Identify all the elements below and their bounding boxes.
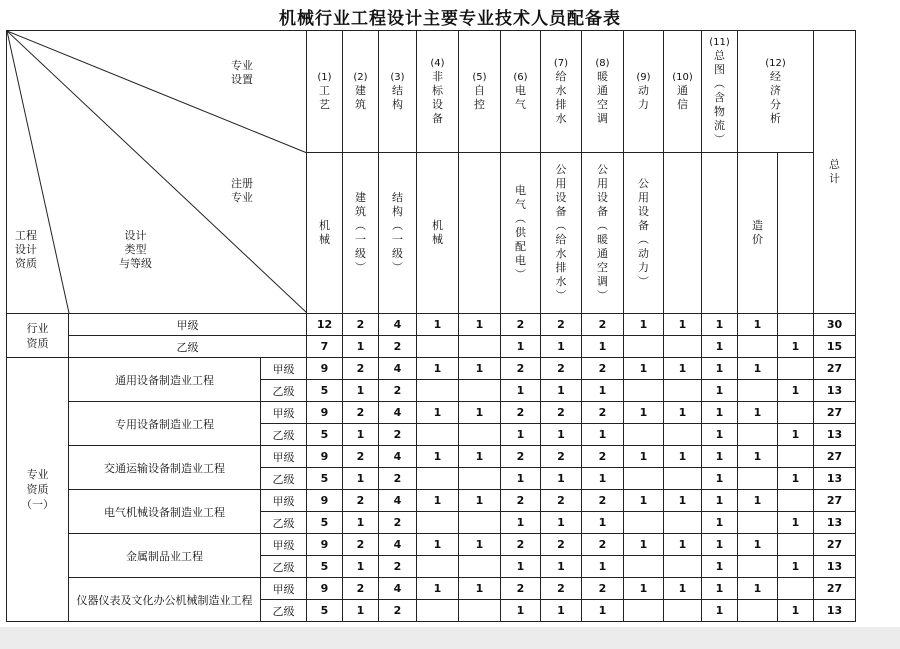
table-cell: 1 [459,402,501,424]
registered-name: 机 械 [432,219,443,247]
table-cell: 2 [582,578,624,600]
column-number: (10) [672,71,693,83]
project-type: 通用设备制造业工程 [69,358,261,402]
table-cell: 1 [343,424,379,446]
grade-label: 乙级 [261,556,307,578]
table-cell [459,556,501,578]
table-cell: 2 [379,380,417,402]
table-cell: 4 [379,534,417,556]
table-cell: 1 [343,468,379,490]
grade-label: 甲级 [69,314,307,336]
industry-qualification-label: 行业 资质 [7,314,69,358]
column-number: (11) [709,36,730,48]
total-cell: 27 [814,358,856,380]
table-cell: 2 [343,578,379,600]
table-cell [664,380,702,402]
column-specialty-name: 自 控 [474,83,485,111]
table-cell: 4 [379,402,417,424]
table-cell [459,424,501,446]
total-cell: 27 [814,534,856,556]
table-row [7,336,856,358]
table-cell: 1 [702,424,738,446]
column-head-2 [343,31,379,153]
column-specialty-name: 电 气 [515,83,526,111]
column-head-4 [417,31,459,153]
table-cell: 1 [501,380,541,402]
table-cell: 1 [343,512,379,534]
table-cell: 1 [343,600,379,622]
table-cell: 9 [307,358,343,380]
table-cell [459,512,501,534]
table-cell: 1 [778,468,814,490]
table-cell [664,600,702,622]
project-type: 交通运输设备制造业工程 [69,446,261,490]
table-cell [664,424,702,446]
table-cell [778,402,814,424]
table-cell: 1 [417,358,459,380]
table-cell: 1 [702,490,738,512]
table-cell: 1 [459,490,501,512]
total-cell: 30 [814,314,856,336]
table-cell: 1 [664,446,702,468]
table-cell: 2 [379,600,417,622]
total-cell: 13 [814,512,856,534]
table-row [7,534,856,556]
registered-head-6 [501,153,541,314]
grade-label: 甲级 [261,358,307,380]
table-cell: 9 [307,578,343,600]
table-cell: 12 [307,314,343,336]
registered-name: 造 价 [752,219,763,247]
table-cell: 1 [778,512,814,534]
registered-head-4 [417,153,459,314]
column-specialty-name: 建 筑 [355,83,366,111]
column-number: (5) [472,71,487,83]
grade-label: 乙级 [261,380,307,402]
table-cell: 2 [343,490,379,512]
table-cell: 1 [664,402,702,424]
table-cell [778,358,814,380]
table-cell: 2 [501,534,541,556]
total-cell: 13 [814,556,856,578]
table-cell: 1 [778,556,814,578]
table-cell: 1 [417,314,459,336]
table-cell: 5 [307,556,343,578]
table-row [7,490,856,512]
table-cell [738,336,778,358]
corner-label-qualification: 工程 设计 资质 [15,229,37,270]
table-cell: 1 [582,600,624,622]
table-cell: 1 [582,336,624,358]
column-number: (12) [765,57,786,69]
table-cell: 1 [501,556,541,578]
table-cell [778,578,814,600]
table-cell: 1 [624,534,664,556]
table-cell: 1 [664,534,702,556]
project-type: 电气机械设备制造业工程 [69,490,261,534]
table-cell [738,380,778,402]
table-cell: 1 [582,556,624,578]
table-cell: 2 [379,512,417,534]
column-specialty-name: 经 济 分 析 [770,69,781,125]
table-row [7,578,856,600]
total-cell: 27 [814,490,856,512]
table-cell: 9 [307,490,343,512]
grade-label: 甲级 [261,490,307,512]
column-number: (8) [595,57,610,69]
table-cell: 1 [417,446,459,468]
table-cell: 4 [379,578,417,600]
table-cell: 1 [459,358,501,380]
table-cell: 2 [343,534,379,556]
table-cell: 2 [541,490,582,512]
table-cell: 1 [624,446,664,468]
table-cell: 1 [459,534,501,556]
table-cell [738,512,778,534]
registered-name: 机 械 [319,219,330,247]
table-cell: 2 [582,358,624,380]
table-cell: 1 [624,578,664,600]
staffing-table [6,30,856,622]
table-cell: 1 [738,358,778,380]
viewer-footer-bar [0,627,900,649]
table-cell: 2 [379,556,417,578]
table-cell: 1 [702,336,738,358]
total-label: 总 计 [829,158,840,185]
table-cell: 1 [417,578,459,600]
registered-head-9 [624,153,664,314]
table-cell: 2 [379,424,417,446]
column-number: (3) [390,71,405,83]
table-corner [7,31,307,314]
table-row [7,402,856,424]
table-cell [664,336,702,358]
table-cell: 2 [379,336,417,358]
table-cell [738,468,778,490]
table-cell: 2 [379,468,417,490]
project-type: 专用设备制造业工程 [69,402,261,446]
table-cell: 1 [664,358,702,380]
table-cell: 1 [624,314,664,336]
table-cell: 1 [738,534,778,556]
grade-label: 乙级 [261,512,307,534]
table-cell [664,468,702,490]
total-cell: 13 [814,424,856,446]
total-cell: 27 [814,578,856,600]
table-cell: 1 [501,336,541,358]
table-cell: 5 [307,424,343,446]
table-cell [664,512,702,534]
total-cell: 27 [814,402,856,424]
table-cell: 2 [501,358,541,380]
table-cell: 1 [417,402,459,424]
registered-name: 电 气 ︵ 供 配 电 ︶ [515,184,526,282]
table-cell: 1 [778,600,814,622]
table-cell: 2 [541,358,582,380]
table-cell: 7 [307,336,343,358]
registered-head-2 [343,153,379,314]
grade-label: 乙级 [261,600,307,622]
table-cell: 9 [307,534,343,556]
column-head-8 [582,31,624,153]
table-cell: 2 [343,446,379,468]
table-cell: 1 [664,490,702,512]
table-cell: 2 [582,402,624,424]
table-cell [459,336,501,358]
table-cell: 1 [778,424,814,446]
table-cell: 1 [702,358,738,380]
table-cell: 5 [307,468,343,490]
table-cell: 5 [307,600,343,622]
corner-label-registered: 注册 专业 [231,177,253,204]
column-number: (1) [317,71,332,83]
table-cell: 1 [624,402,664,424]
table-cell [459,600,501,622]
column-head-12 [738,31,814,153]
total-cell: 13 [814,468,856,490]
table-cell: 4 [379,358,417,380]
table-cell: 1 [417,534,459,556]
table-cell: 2 [343,402,379,424]
table-cell [624,468,664,490]
table-cell: 2 [501,578,541,600]
table-cell: 1 [702,314,738,336]
table-cell: 2 [541,314,582,336]
table-cell: 2 [501,446,541,468]
table-cell [624,336,664,358]
column-specialty-name: 总 图 ︵ 含 物 流 ︶ [714,48,725,146]
registered-head-7 [541,153,582,314]
project-type: 仪器仪表及文化办公机械制造业工程 [69,578,261,622]
table-cell: 2 [541,578,582,600]
table-cell: 1 [624,490,664,512]
table-cell: 2 [582,314,624,336]
table-cell [624,424,664,446]
table-cell [624,600,664,622]
table-cell: 1 [702,578,738,600]
column-head-10 [664,31,702,153]
column-number: (6) [513,71,528,83]
table-cell: 1 [778,380,814,402]
table-cell: 1 [343,380,379,402]
registered-name: 结 构 ︵ 一 级 ︶ [392,191,403,275]
table-cell: 9 [307,446,343,468]
column-specialty-name: 给 水 排 水 [555,69,567,125]
table-cell: 1 [738,578,778,600]
grade-label: 甲级 [261,534,307,556]
column-number: (2) [353,71,368,83]
table-cell: 1 [541,512,582,534]
registered-head-8 [582,153,624,314]
table-cell: 1 [541,424,582,446]
column-specialty-name: 动 力 [638,83,649,111]
table-cell: 1 [541,600,582,622]
grade-label: 甲级 [261,402,307,424]
table-cell: 4 [379,446,417,468]
grade-label: 乙级 [69,336,307,358]
table-cell: 1 [738,446,778,468]
table-cell [417,380,459,402]
column-number: (7) [553,57,569,69]
table-cell [624,556,664,578]
table-cell: 1 [738,490,778,512]
table-cell: 9 [307,402,343,424]
table-cell [417,556,459,578]
table-cell [459,468,501,490]
table-cell: 1 [738,402,778,424]
registered-head-12a [738,153,778,314]
total-column-head [814,31,856,314]
table-cell: 1 [664,578,702,600]
table-cell: 4 [379,314,417,336]
column-specialty-name: 非 标 设 备 [432,69,443,125]
column-specialty-name: 暖 通 空 调 [597,69,608,125]
total-cell: 27 [814,446,856,468]
table-row [7,358,856,380]
table-cell [664,556,702,578]
table-cell: 1 [459,578,501,600]
table-cell: 1 [664,314,702,336]
table-cell: 1 [541,336,582,358]
table-cell: 1 [343,556,379,578]
table-cell: 1 [501,468,541,490]
table-cell: 1 [702,402,738,424]
grade-label: 乙级 [261,468,307,490]
table-cell: 1 [501,424,541,446]
table-cell: 1 [582,424,624,446]
column-specialty-name: 结 构 [392,83,403,111]
corner-label-design-type: 设计 类型 与等级 [119,229,152,270]
table-cell [778,446,814,468]
column-head-7 [541,31,582,153]
registered-head-5 [459,153,501,314]
registered-name: 建 筑 ︵ 一 级 ︶ [355,191,366,275]
table-cell: 2 [541,446,582,468]
table-cell: 1 [624,358,664,380]
registered-name: 公 用 设 备 ︵ 动 力 ︶ [638,177,649,289]
table-cell: 2 [501,402,541,424]
table-cell: 2 [343,314,379,336]
column-head-3 [379,31,417,153]
table-cell: 1 [459,446,501,468]
table-cell: 1 [702,468,738,490]
table-cell: 2 [582,534,624,556]
table-cell: 2 [343,358,379,380]
table-cell: 1 [738,314,778,336]
page-title: 机械行业工程设计主要专业技术人员配备表 [279,9,621,29]
table-cell [738,600,778,622]
table-cell: 1 [343,336,379,358]
registered-head-12b [778,153,814,314]
total-cell: 13 [814,600,856,622]
table-cell: 1 [582,380,624,402]
registered-name: 公 用 设 备 ︵ 暖 通 空 调 ︶ [597,163,608,303]
table-cell: 1 [702,534,738,556]
registered-head-11 [702,153,738,314]
table-cell [459,380,501,402]
registered-head-3 [379,153,417,314]
table-cell [417,512,459,534]
table-cell: 4 [379,490,417,512]
column-specialty-name: 工 艺 [319,83,330,111]
table-cell: 1 [459,314,501,336]
grade-label: 甲级 [261,446,307,468]
table-cell: 1 [501,512,541,534]
column-head-5 [459,31,501,153]
table-row [7,314,856,336]
table-cell: 1 [541,468,582,490]
table-cell: 1 [778,336,814,358]
column-head-1 [307,31,343,153]
column-head-11 [702,31,738,153]
column-number: (4) [430,57,445,69]
table-cell [738,556,778,578]
total-cell: 13 [814,380,856,402]
specialty-qualification-label: 专业 资质 （一） [7,358,69,622]
table-cell: 1 [702,512,738,534]
column-head-9 [624,31,664,153]
table-cell [738,424,778,446]
table-cell [778,534,814,556]
table-cell: 1 [702,556,738,578]
table-cell [417,600,459,622]
corner-diagonal-lines [7,31,307,313]
registered-head-1 [307,153,343,314]
table-cell: 1 [702,600,738,622]
table-cell: 2 [541,534,582,556]
table-cell: 1 [541,380,582,402]
table-cell: 2 [501,490,541,512]
table-cell: 2 [582,446,624,468]
table-cell [778,490,814,512]
table-cell: 5 [307,512,343,534]
table-cell: 1 [501,600,541,622]
table-cell [417,468,459,490]
table-cell [624,512,664,534]
grade-label: 乙级 [261,424,307,446]
table-cell [417,336,459,358]
registered-head-10 [664,153,702,314]
table-cell: 1 [582,468,624,490]
registered-name: 公 用 设 备 ︵ 给 水 排 水 ︶ [555,163,567,303]
table-cell [778,314,814,336]
table-cell: 2 [541,402,582,424]
table-cell: 1 [417,490,459,512]
table-cell: 1 [702,446,738,468]
table-cell [417,424,459,446]
table-cell: 1 [582,512,624,534]
table-cell: 2 [582,490,624,512]
column-specialty-name: 通 信 [677,83,688,111]
table-cell: 5 [307,380,343,402]
table-row [7,446,856,468]
table-cell [624,380,664,402]
grade-label: 甲级 [261,578,307,600]
table-cell: 1 [702,380,738,402]
project-type: 金属制品业工程 [69,534,261,578]
table-cell: 1 [541,556,582,578]
table-cell: 2 [501,314,541,336]
total-cell: 15 [814,336,856,358]
header-row-specialty [7,31,856,153]
column-number: (9) [636,71,651,83]
corner-label-specialty: 专业 设置 [231,59,253,86]
column-head-6 [501,31,541,153]
